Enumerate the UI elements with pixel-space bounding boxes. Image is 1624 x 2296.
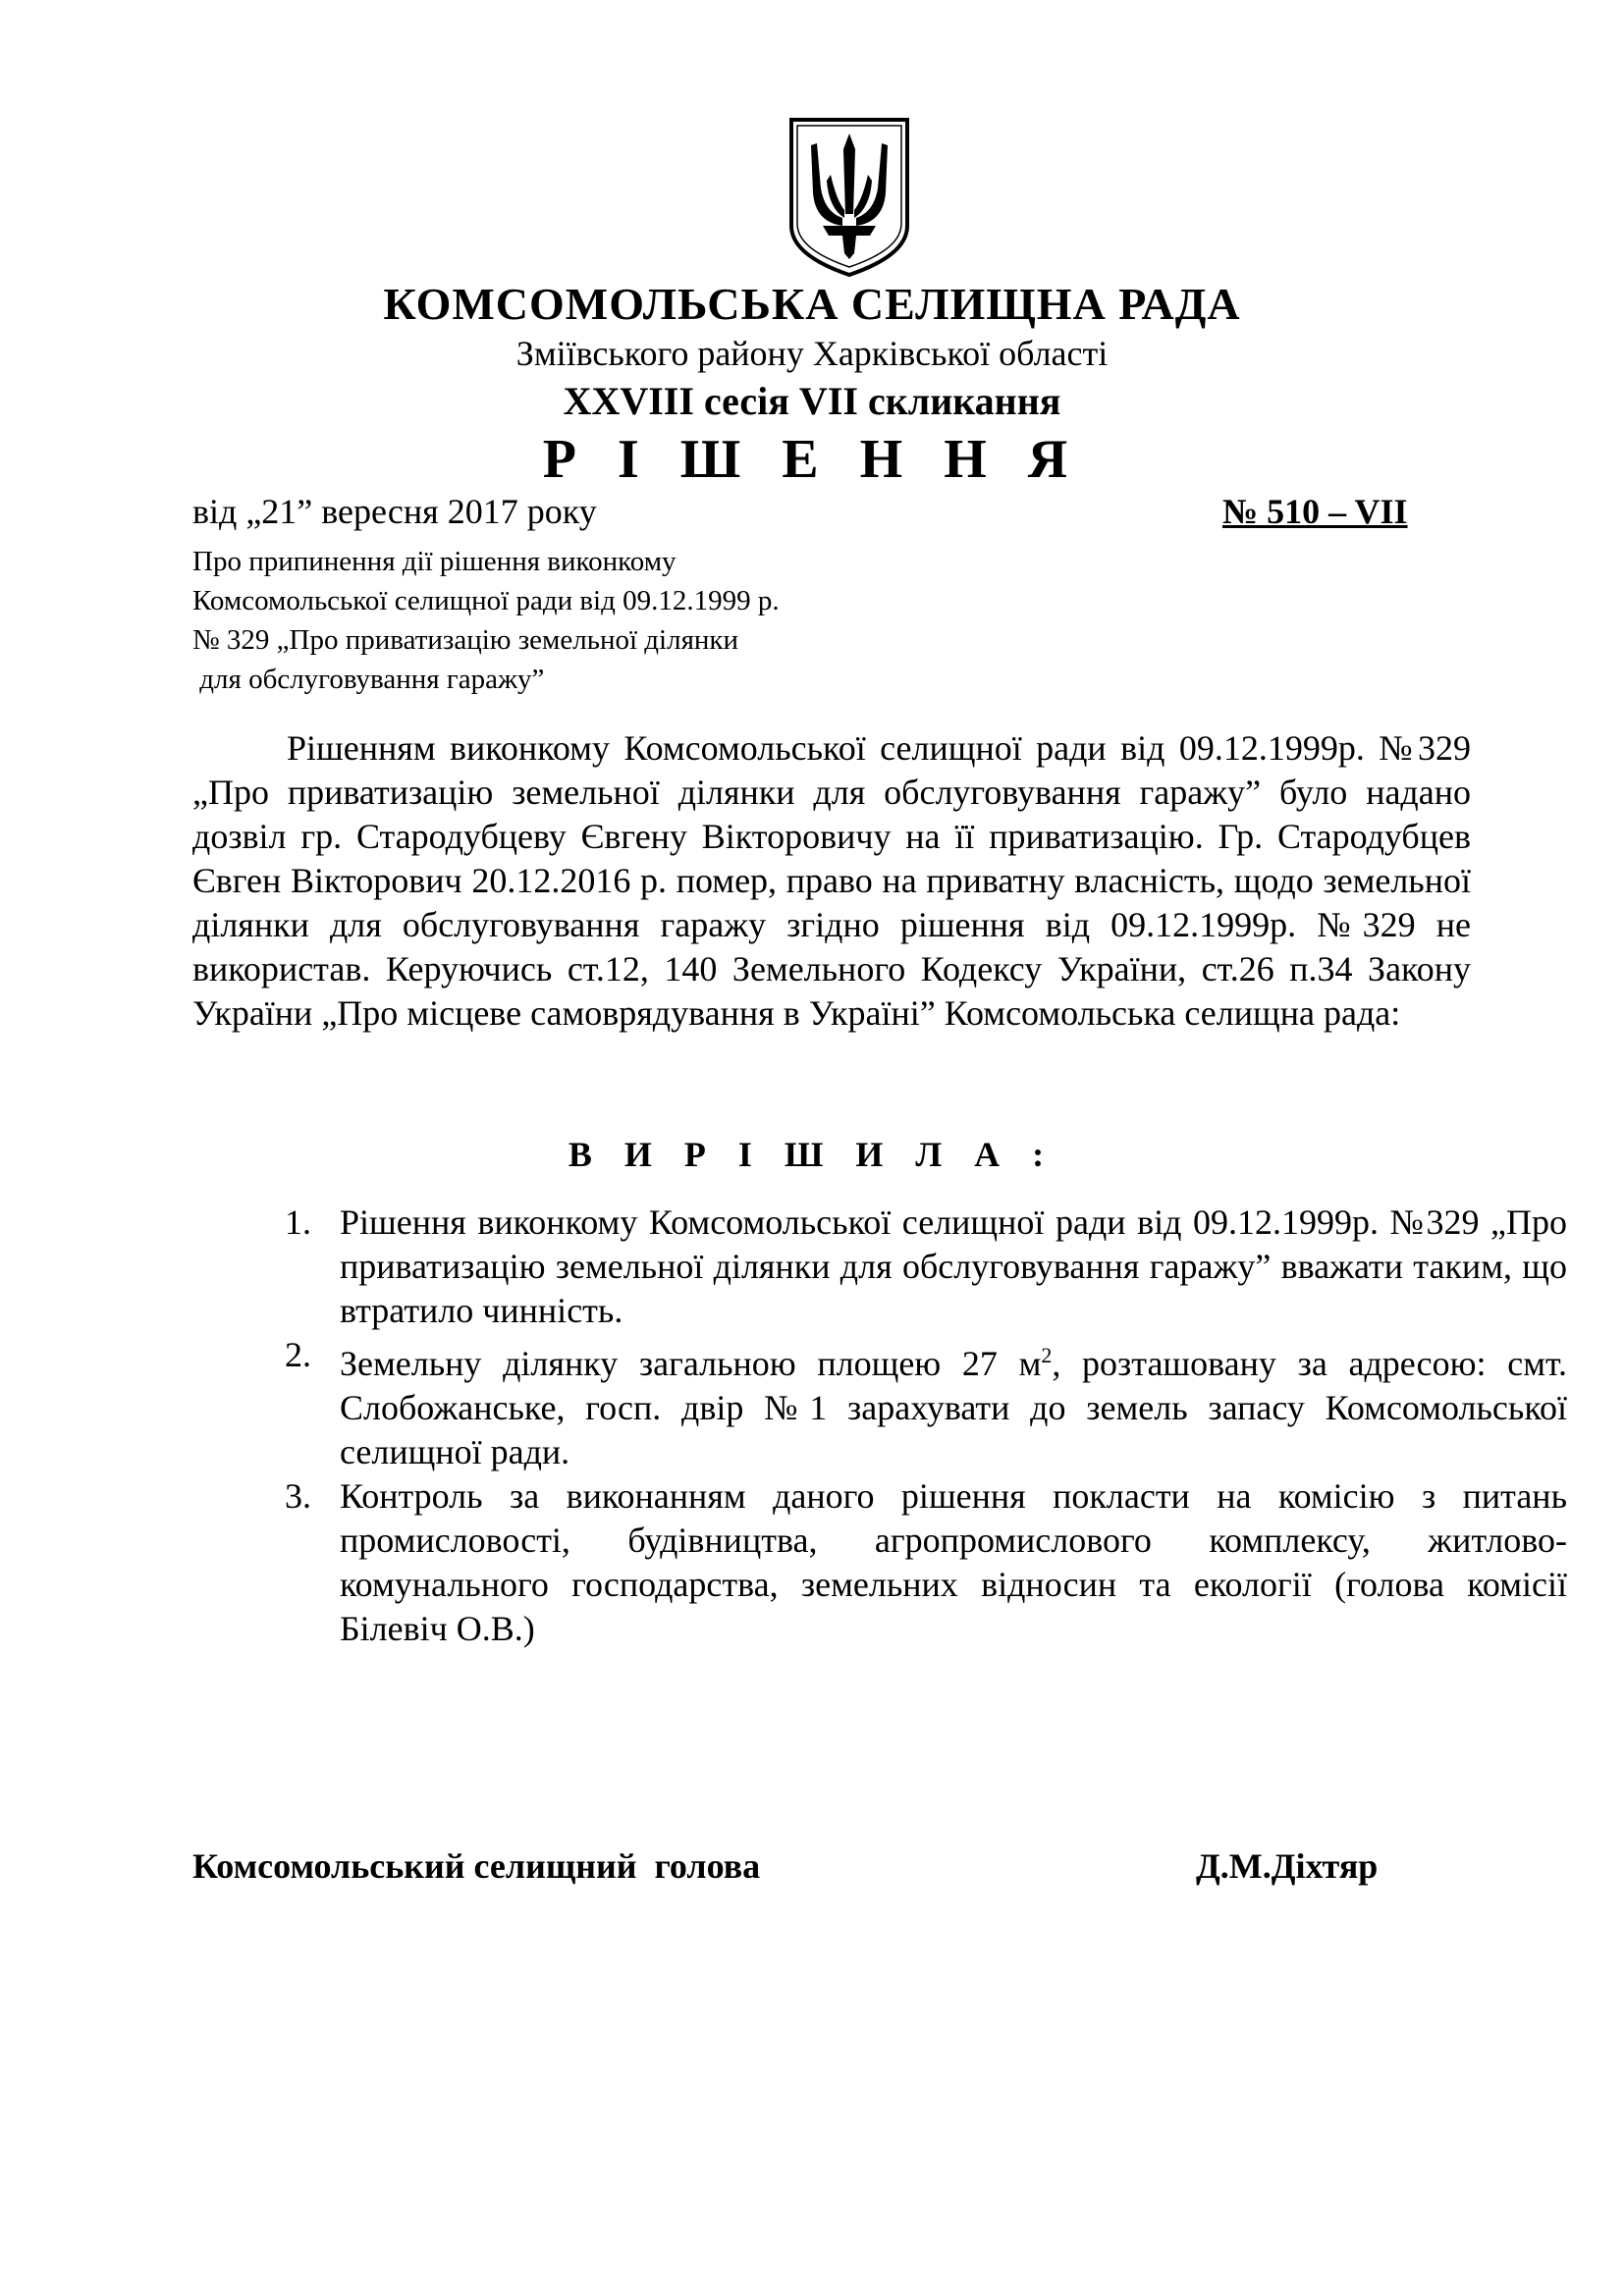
- resolved-heading: В И Р І Ш И Л А :: [568, 1135, 1056, 1174]
- decision-date: від „21” вересня 2017 року: [192, 492, 597, 531]
- decision-item: [285, 1333, 1567, 1474]
- decision-item-text-end: , розташовану за адресою: смт. Слобожанське, госп. двір №1 зарахувати до земель запасу Комсомольської селищної ради.: [340, 1344, 1567, 1471]
- preamble-paragraph: Рішенням виконкому Комсомольської селищної ради від 09.12.1999р. №329 „Про приватизацію земельної ділянки для обслуговування гаражу” було надано дозвіл гр. Стародубцеву Євгену Вікторовичу на її приватизацію. Гр. Стародубцев Євген Вікторович 20.12.2016 р. помер, право на приватну власність, щодо земельної ділянки для обслуговування гаражу згідно рішення від 09.12.1999р. №329 не використав. Керуючись ст.12, 140 Земельного Кодексу України, ст.26 п.34 Закону України „Про місцеве самоврядування в Україні” Комсомольська селищна рада:: [192, 728, 1471, 1033]
- decision-item-text: Контроль за виконанням даного рішення покласти на комісію з питань промисловості, будівництва, агропромислового комплексу, житлово-комунального господарства, земельних відносин та екології (голова комісії Білевіч О.В.): [340, 1476, 1567, 1648]
- decision-item: [285, 1201, 1567, 1333]
- signatory-title: Комсомольський селищний голова: [192, 1846, 761, 1886]
- decision-item: [285, 1474, 1567, 1651]
- decision-item-number: 1.: [285, 1202, 311, 1242]
- subject-line: № 329 „Про приватизацію земельної ділянки: [192, 624, 739, 656]
- document-type: Р І Ш Е Н Н Я: [542, 429, 1082, 490]
- area-unit-superscript: 2: [1041, 1343, 1053, 1367]
- decision-item-number: 2.: [285, 1335, 311, 1374]
- organization-region: Зміївського району Харківської області: [515, 334, 1109, 373]
- decision-item-text: [340, 1344, 1567, 1471]
- decision-item-text-start: Земельну ділянку загальною площею 27 м: [340, 1344, 1042, 1383]
- trident-coat-of-arms-icon: [785, 116, 913, 279]
- signatory-name: Д.М.Діхтяр: [1196, 1846, 1379, 1886]
- subject-line: Про припинення дії рішення виконкому: [192, 546, 677, 577]
- decision-item-text: Рішення виконкому Комсомольської селищної ради від 09.12.1999р. №329 „Про приватизацію земельної ділянки для обслуговування гаражу” вважати таким, що втратило чинність.: [340, 1202, 1567, 1330]
- decision-subject: [192, 542, 780, 699]
- subject-line: для обслуговування гаражу”: [192, 664, 545, 695]
- decision-item-number: 3.: [285, 1476, 311, 1516]
- subject-line: Комсомольської селищної ради від 09.12.1999 р.: [192, 585, 780, 616]
- decisions-list: [285, 1201, 1567, 1651]
- decision-number: № 510 – VII: [1222, 492, 1408, 531]
- session-info: XXVIII сесія VII скликання: [563, 379, 1061, 423]
- organization-name: КОМСОМОЛЬСЬКА СЕЛИЩНА РАДА: [383, 279, 1241, 329]
